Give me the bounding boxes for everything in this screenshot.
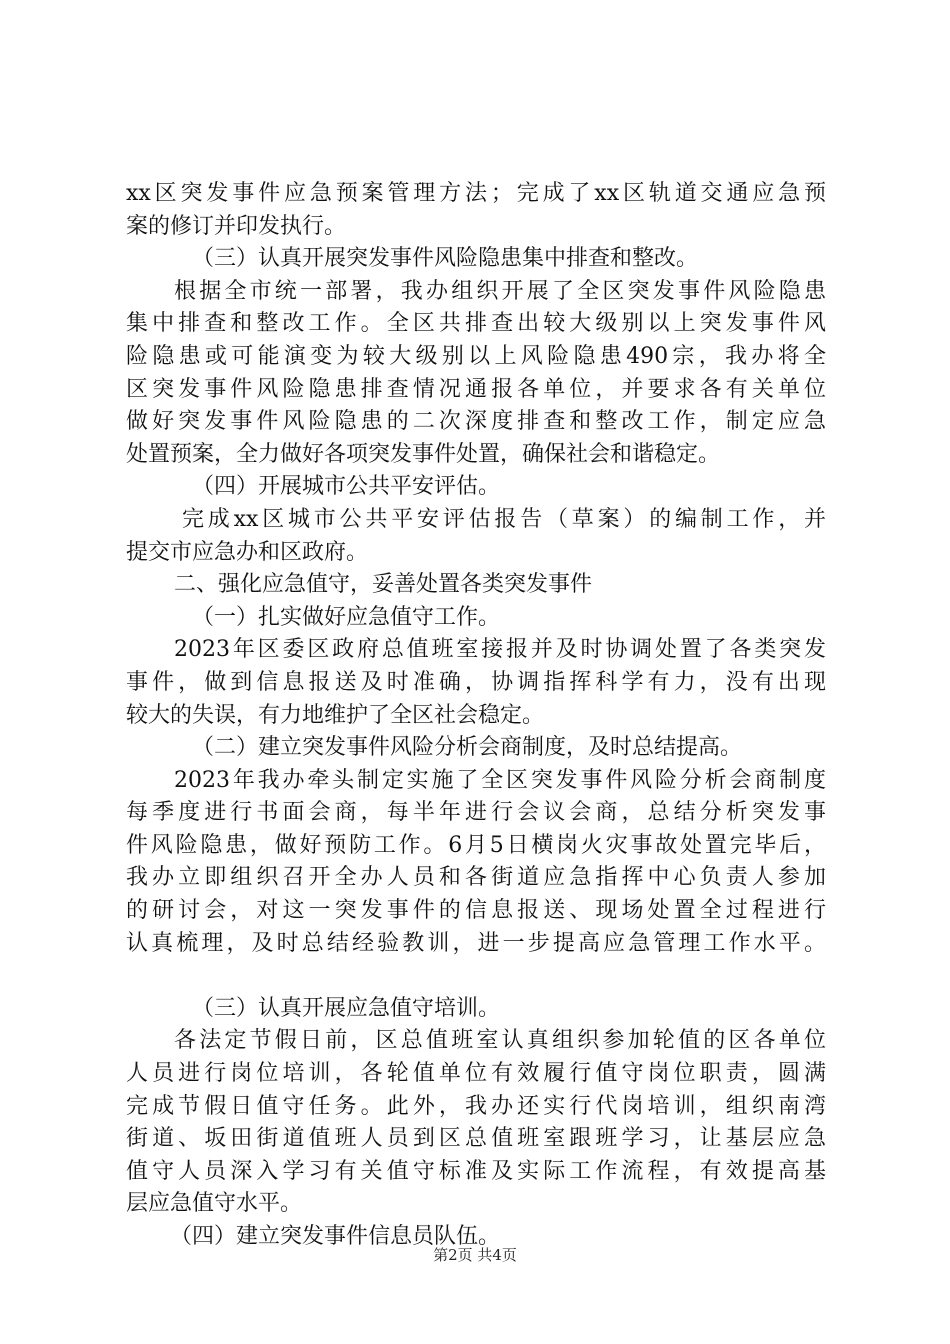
paragraph-line: 件风险隐患，做好预防工作。6月5日横岗火灾事故处置完毕后， [126, 832, 826, 858]
paragraph-line: 提交市应急办和区政府。 [126, 539, 369, 565]
paragraph-line: 完成节假日值守任务。此外，我办还实行代岗培训，组织南湾 [126, 1093, 826, 1119]
section-heading: （三）认真开展突发事件风险隐患集中排查和整改。 [192, 246, 699, 272]
paragraph-line: 我办立即组织召开全办人员和各街道应急指挥中心负责人参加 [126, 865, 826, 891]
paragraph-line: 区突发事件风险隐患排查情况通报各单位，并要求各有关单位 [126, 376, 826, 402]
blank-line [126, 960, 826, 993]
paragraph-line: 根据全市统一部署，我办组织开展了全区突发事件风险隐患 [174, 278, 826, 304]
paragraph-line: 险隐患或可能演变为较大级别以上风险隐患490宗，我办将全 [126, 343, 826, 369]
chapter-heading: 二、强化应急值守，妥善处置各类突发事件 [174, 572, 593, 598]
paragraph-line: 集中排查和整改工作。全区共排查出较大级别以上突发事件风 [126, 311, 826, 337]
paragraph-line: 每季度进行书面会商，每半年进行会议会商，总结分析突发事 [126, 800, 826, 826]
page-footer: 第2页 共4页 [433, 1246, 517, 1264]
section-heading: （三）认真开展应急值守培训。 [192, 995, 501, 1021]
section-heading: （二）建立突发事件风险分析会商制度，及时总结提高。 [192, 735, 743, 761]
paragraph-line: 做好突发事件风险隐患的二次深度排查和整改工作，制定应急 [126, 409, 826, 435]
paragraph-line: 认真梳理，及时总结经验教训，进一步提高应急管理工作水平。 [126, 930, 826, 956]
paragraph-line: 2023年我办牵头制定实施了全区突发事件风险分析会商制度 [174, 767, 826, 793]
paragraph-line: 人员进行岗位培训，各轮值单位有效履行值守岗位职责，圆满 [126, 1061, 826, 1087]
paragraph-line: 值守人员深入学习有关值守标准及实际工作流程，有效提高基 [126, 1158, 826, 1184]
paragraph-line: 处置预案，全力做好各项突发事件处置，确保社会和谐稳定。 [126, 441, 721, 467]
section-heading: （四）建立突发事件信息员队伍。 [170, 1224, 501, 1249]
paragraph-line: 层应急值守水平。 [126, 1191, 303, 1217]
paragraph-line: 2023年区委区政府总值班室接报并及时协调处置了各类突发 [174, 637, 826, 663]
paragraph-line: 的研讨会，对这一突发事件的信息报送、现场处置全过程进行 [126, 898, 826, 924]
paragraph-line: 较大的失误，有力地维护了全区社会稳定。 [126, 702, 545, 728]
paragraph-line: 事件，做到信息报送及时准确，协调指挥科学有力，没有出现 [126, 669, 826, 695]
paragraph-line: xx区突发事件应急预案管理方法；完成了xx区轨道交通应急预 [126, 181, 826, 206]
paragraph-line: 案的修订并印发执行。 [126, 213, 347, 239]
document-body [126, 178, 826, 1254]
paragraph-line: 街道、坂田街道值班人员到区总值班室跟班学习，让基层应急 [126, 1126, 826, 1152]
paragraph-line: 完成xx区城市公共平安评估报告（草案）的编制工作，并 [182, 506, 826, 532]
paragraph-line: 各法定节假日前，区总值班室认真组织参加轮值的区各单位 [174, 1028, 826, 1054]
section-heading: （一）扎实做好应急值守工作。 [192, 604, 501, 630]
section-heading: （四）开展城市公共平安评估。 [192, 474, 501, 500]
